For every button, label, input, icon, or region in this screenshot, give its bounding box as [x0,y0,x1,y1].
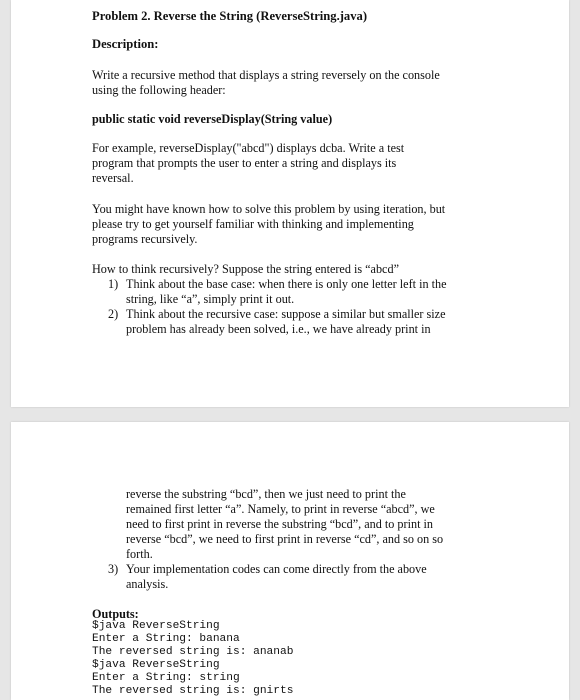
document-page-1 [11,0,569,407]
list-item-number: 2) [108,307,119,321]
paragraph-line: How to think recursively? Suppose the string entered is “abcd” [92,262,399,276]
paragraph-line: reversal. [92,171,134,185]
list-item-line: Think about the recursive case: suppose a similar but smaller size [126,307,446,321]
console-output-line: The reversed string is: gnirts [92,685,294,697]
list-item-number: 3) [108,562,119,576]
paragraph-line: using the following header: [92,83,226,97]
list-item-line: remained first letter “a”. Namely, to print in reverse “abcd”, we [126,502,435,516]
problem-title: Problem 2. Reverse the String (ReverseString.java) [92,9,368,23]
paragraph-line: Write a recursive method that displays a string reversely on the console [92,68,440,82]
console-output-line: The reversed string is: ananab [92,646,294,658]
paragraph-line: programs recursively. [92,232,198,246]
paragraph-line: You might have known how to solve this problem by using iteration, but [92,202,446,216]
list-item-line: Your implementation codes can come directly from the above [126,562,427,576]
list-item-line: Think about the base case: when there is only one letter left in the [126,277,447,291]
list-item-number: 1) [108,277,119,291]
list-item-line: forth. [126,547,153,561]
console-output-line: Enter a String: string [92,672,240,684]
list-item-line: problem has already been solved, i.e., we have already print in [126,322,431,336]
document-page-2 [11,422,569,700]
outputs-heading: Outputs: [92,607,139,621]
list-item-line: string, like “a”, simply print it out. [126,292,295,306]
description-heading: Description: [92,37,159,51]
list-item-line: need to first print in reverse the substring “bcd”, and to print in [126,517,433,531]
list-item-line: reverse the substring “bcd”, then we just need to print the [126,487,406,501]
paragraph-line: program that prompts the user to enter a string and displays its [92,156,397,170]
list-item-line: reverse “bcd”, we need to first print in reverse “cd”, and so on so [126,532,444,546]
method-header-signature: public static void reverseDisplay(String value) [92,112,333,126]
paragraph-line: For example, reverseDisplay("abcd") displays dcba. Write a test [92,141,405,155]
paragraph-line: please try to get yourself familiar with thinking and implementing [92,217,414,231]
console-output-line: $java ReverseString [92,659,220,671]
list-item-line: analysis. [126,577,169,591]
console-output-line: Enter a String: banana [92,633,240,645]
console-output-line: $java ReverseString [92,620,220,632]
